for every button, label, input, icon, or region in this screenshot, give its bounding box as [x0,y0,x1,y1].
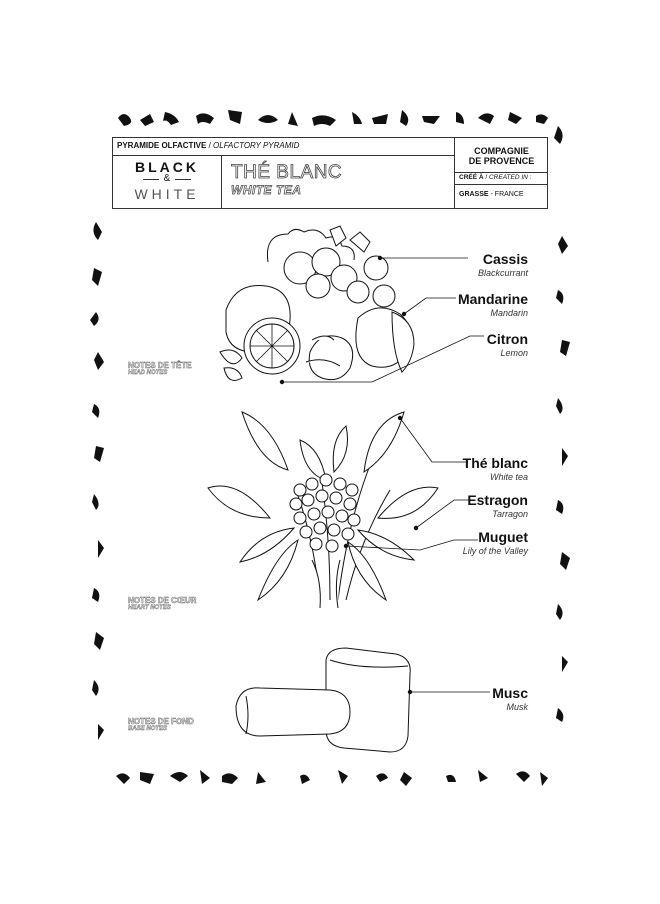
note-head-2 [458,291,528,318]
decorative-border-top [118,110,548,126]
fragrance-name-en: WHITE TEA [231,183,302,197]
note-name-en: Mandarin [490,308,528,318]
note-name-fr: Citron [486,331,528,347]
section-label-heart [128,596,196,611]
note-name-en: Blackcurrant [477,268,528,278]
note-name-en: Lemon [500,348,528,358]
note-name-en: Tarragon [492,509,528,519]
note-name-fr: Muguet [478,529,528,545]
musk-illustration [236,648,410,752]
note-name-fr: Musc [492,685,528,701]
note-heart-1 [463,455,528,482]
note-name-fr: Thé blanc [462,455,528,471]
section-label-base [128,717,194,732]
note-head-3 [487,331,528,358]
header-divider [454,172,548,173]
pyramid-title-sep: / [206,141,214,150]
note-name-fr: Estragon [467,492,528,508]
origin-country: FRANCE [494,191,524,198]
tea-lily-illustration [208,412,438,608]
section-head-en: HEAD NOTES [128,370,168,376]
pyramid-title-fr: PYRAMIDE OLFACTIVE [117,141,207,150]
note-name-fr: Mandarine [457,291,528,307]
created-fr: CRÉÉ À [459,174,484,181]
note-heart-3 [463,529,528,556]
brand-white: WHITE [134,186,200,202]
origin-city: GRASSE [459,191,489,198]
company-line-1: COMPAGNIE [474,146,529,156]
decorative-border-left [90,222,104,740]
fragrance-name-fr: THÉ BLANC [231,162,343,183]
section-head-fr: NOTES DE TÊTE [128,361,192,370]
company-line-2: DE PROVENCE [468,156,535,166]
section-heart-en: HEART NOTES [128,605,171,611]
note-heart-2 [467,492,528,519]
section-base-en: BASE NOTES [128,726,168,732]
header-divider [221,155,222,209]
pyramid-title-en: OLFACTORY PYRAMID [213,141,300,150]
decorative-border-right [554,126,570,722]
header-box [112,137,548,209]
fruit-illustration [220,226,414,380]
lily-flower-cluster [290,474,360,552]
company-name [455,146,548,166]
created-en: CREATED IN : [488,174,532,181]
origin-sep: - [488,191,495,198]
created-in-label [459,174,531,181]
origin-location [459,191,524,198]
brand-black: BLACK [135,159,199,175]
note-name-en: Musk [506,702,528,712]
note-head-1 [478,251,528,278]
pyramid-title [117,141,299,150]
note-name-fr: Cassis [482,251,528,267]
header-divider [454,184,548,185]
header-divider [113,155,454,156]
created-sep: / [483,174,489,181]
section-base-fr: NOTES DE FOND [128,717,194,726]
section-heart-fr: NOTES DE CŒUR [128,596,197,605]
section-label-head [128,361,192,376]
note-name-en: Lily of the Valley [462,546,528,556]
decorative-border-bottom [116,770,548,786]
brand-ampersand: & [113,173,221,184]
note-base-1 [492,685,528,712]
note-name-en: White tea [489,472,528,482]
